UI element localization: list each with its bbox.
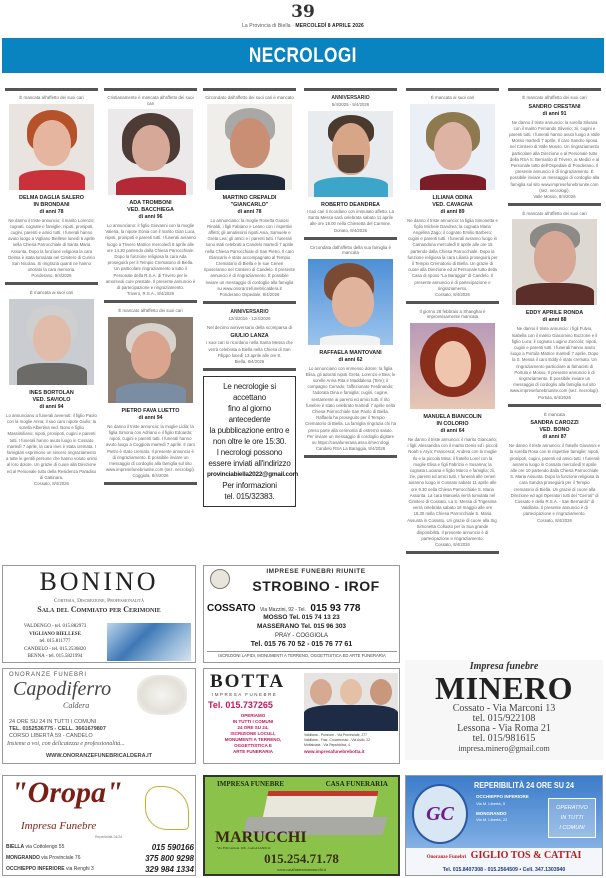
ad-phone: 015 93 778 — [310, 603, 361, 614]
notice-phone: tel. 015/32383. — [224, 492, 275, 502]
ad-footer — [406, 848, 602, 876]
ad-location: CANDELO - tel. 015.2536820 — [24, 646, 86, 652]
portrait-photo — [9, 104, 94, 190]
obituary-intro: Nel decimo anniversario della scomparsa di — [207, 324, 292, 330]
deceased-name: DELMA DAGLIA SALERO — [19, 194, 84, 201]
obituary-text: Lo annunciano: il figlio Giovanni con la moglie Valeria, la nipote Sonia con il marito Gian Luca, nipoti, pronipoti e parenti tutti. I funerali avranno luogo a Trivero Matrice mercoledì 8 aprile alle ore 14.30 partendo dalla Chiesa Parrocchiale. Dopo la funzione religiosa la cara Ada proseguirà per il Tempio Crematorio di Biella. Un particolare ringraziamento a tutto il Personale della R.S.A. di Trivero per le amorevoli cure prestate. Il presente annuncio è di partecipazione e ringraziamento. — [105, 223, 196, 291]
section-title: NECROLOGI — [249, 43, 357, 67]
ad-location: MONGRANDO — [476, 811, 507, 816]
divider — [406, 301, 499, 304]
deceased-name: GIULIO LANZA — [230, 333, 269, 340]
ad-location: VALDENGO - tel. 015.882973 — [23, 624, 87, 629]
obituary-delma — [5, 88, 98, 285]
ad-subtitle: Sala del Commiato per Cerimonie — [37, 605, 161, 614]
ad-place: BIELLA — [6, 844, 25, 850]
ad-subtitle: IMPRESA FUNEBRE — [212, 692, 278, 697]
obituary-signoff: Cossato, 8/4/2026 — [435, 291, 470, 297]
notice-line: la pubblicazione entro e — [209, 426, 290, 436]
obituary-signoff: Trivero, R.S.A., 8/4/2026 — [126, 291, 175, 297]
divider — [406, 551, 499, 554]
obituary-pietro — [104, 308, 197, 485]
notice-line: non oltre le ore 15:30. — [212, 437, 287, 447]
ad-header-left: IMPRESA FUNEBRE — [217, 780, 285, 788]
ad-line: Cossato - Via Marconi 13 — [452, 703, 556, 714]
ad-bonino[interactable] — [2, 565, 196, 663]
divider — [304, 455, 397, 458]
masthead-publication: La Provincia di Biella — [242, 23, 291, 29]
obituary-signoff: Donato, 8/4/2026 — [334, 227, 367, 233]
ad-locations — [476, 794, 544, 823]
operative-badge — [548, 798, 596, 838]
ad-phone: 375 800 9298 — [145, 854, 194, 863]
badge-line: I COMUNI — [559, 825, 585, 831]
divider — [203, 301, 296, 304]
ad-marucchi[interactable] — [203, 775, 400, 876]
ad-availability: Reperibilità 24/24 — [95, 835, 123, 839]
ad-brand: MINERO — [434, 670, 574, 706]
ad-services — [206, 713, 300, 755]
obituary-intro: Il giorno 28 febbraio a Shanghai è improvvisamente mancata — [419, 308, 486, 320]
mountain-outline-icon — [145, 786, 189, 830]
deceased-married-name: VED. BONO — [539, 427, 570, 434]
column-2 — [104, 88, 197, 490]
ad-location: BENNA - tel. 015.5821994 — [27, 654, 83, 659]
obituary-intro: Circondata dall'affetto della sua famiglia è mancata — [309, 244, 392, 256]
deceased-name: SANDRA CAROZZI — [530, 420, 579, 427]
column-3 — [203, 88, 299, 507]
badge-line: IN TUTTI — [560, 815, 584, 821]
ad-address: Via Mazzini, 92 - Tel. — [259, 607, 306, 613]
masthead-date: MERCOLEDÌ 8 APRILE 2026 — [295, 23, 364, 29]
submission-notice — [203, 376, 299, 507]
deceased-age: di anni 89 — [440, 208, 465, 215]
obituary-signoff: Coggiola, 8/4/2026 — [132, 473, 169, 479]
notice-line: essere inviati all'indirizzo — [208, 459, 291, 469]
obituary-text: Ne danno il triste annuncio: il marito Giancarlo; i figli: Alessandra con il marito Denis ed i piccoli Noah e Arya; Francesca; Andrea con la moglie Ilo e la piccola Mina; il fratello Lorel con la moglie Elisa e figli Fabrizio e Susanna; la cognata Luciana e figlio Marco e famiglia; zii, zie, parenti ed amici tutti. I funerali alle ceneri avranno luogo in Cossato sabato 11 aprile alle ore 9.30 nella Chiesa Parrocchiale S. Maria Assunta. La cara Manuela verrà tumulata nel Cimitero di Cossato. La S. Messa di Trigesima verrà celebrata sabato 16 maggio alle ore 18.30 nella Chiesa Parrocchiale S. Maria Assunta in Cossato. Un grazie di cuore alla Sig. Simonetta Colluoto per la Sua grande disponibilità. Il presente annuncio è di partecipazione e ringraziamento. — [407, 436, 498, 542]
anniversary-dates: 12/4/2016 - 12/4/2026 — [228, 315, 271, 321]
masthead: La Provincia di Biella · MERCOLEDÌ 8 APRILE 2026 — [242, 23, 364, 29]
ad-phone: 329 984 1334 — [145, 865, 194, 874]
obituary-manuela — [406, 309, 499, 554]
deceased-age: di anni 78 — [39, 208, 64, 215]
obituary-text: Ne danno il triste annuncio: la sorella Silvana con il marito Fernando Silverio; zii, cugini e parenti tutti. I funerali hanno avuto luogo a Valle Mosso martedì 7 aprile. Il caro Sandro riposa nel Cimitero di Valle Mosso. Un ringraziamento particolare alla Direzione e al Personale tutto della RSA S. Bernardo di Trivero, ai Medici e al Personale tutto dell'Ospedale di Ponderano. Il presente annuncio è di ringraziamento. È possibile inviare un messaggio di cordoglio alla famiglia sul sito www.impresefunebriunite.com (sez. necrologi). — [509, 119, 600, 193]
ad-brand-sub: Caldera — [63, 701, 90, 710]
ad-location: Via M. Libertà, 5 — [476, 801, 506, 806]
ad-email: impresa.minero@gmail.com — [458, 744, 550, 753]
deceased-name: EDDY APRILE RONDA — [525, 310, 584, 317]
obituary-text: Lo annunciano a funerali avvenuti: il figlio Paolo con la moglie Anna; il suo caro nipote Giulio; la sorella Albertina ved. Bono e figlio Massimiliano; nipoti, pronipoti, cugini e parenti tutti. I funerali hanno avuto luogo in Cossato martedì 7 aprile, la cara Ines è stata cremata. I famigliari esprimono un sincero ringraziamento a tutte le gentili persone che hanno voluto unirsi al loro dolore. Un grazie di cuore alla Direzione ed al Personale tutto della Residenza Paradiso di Gattinara. — [6, 412, 98, 480]
column-1 — [5, 88, 98, 489]
obituary-signoff: Cossato, 8/4/2026 — [537, 517, 572, 523]
ad-line: tel. 015/922108 — [472, 713, 536, 724]
ad-subtitle: Impresa funebre — [469, 661, 539, 672]
ad-header: ONORANZE FUNEBRI — [9, 672, 88, 678]
ad-address: via Provinciale 76 — [41, 855, 81, 861]
obituary-intro: È mancato all'affetto dei suoi cari — [118, 308, 183, 314]
portrait-photo — [207, 104, 292, 190]
divider — [508, 203, 601, 206]
ad-line: MASSERANO Tel. 015 96 303 — [256, 623, 347, 630]
ad-locations — [5, 623, 105, 661]
obituary-text: I suoi cari lo ricordano nella Santa Messa che verrà celebrata a Biella nella Chiesa di San Filippo lunedì 13 aprile alle ore 8. — [206, 340, 293, 358]
ad-place: OCCHIEPPO INFERIORE — [6, 866, 65, 872]
divider — [104, 88, 197, 91]
ad-line: TEL. 0152536775 - CELL. 3661679807 — [9, 726, 106, 732]
ad-service: MONUMENTI A TERRENO, — [224, 737, 282, 742]
deceased-age: di anni 94 — [39, 403, 64, 410]
ad-location-row — [6, 853, 194, 864]
ad-brand: BOTTA — [210, 671, 286, 692]
butterfly-icon — [137, 675, 187, 715]
anniversary-label: ANNIVERSARIO — [331, 95, 370, 101]
column-4 — [304, 88, 397, 463]
anniversary-roberto — [304, 88, 397, 240]
portrait-photo — [410, 323, 495, 409]
obituary-eddy — [508, 211, 601, 407]
portrait-photo — [410, 104, 495, 190]
ad-website: www.impresafunebrebotta.it — [304, 749, 365, 754]
ad-location: tel. 015.811777 — [39, 639, 71, 644]
ad-footer: ISCRIZIONI LAPIDI, MONUMENTI A TERRENO, OGGETTISTICA ED ARTE FUNERARIA — [207, 651, 397, 658]
staff-photo — [304, 673, 398, 731]
obituary-intro: È mancato all'affetto dei suoi cari — [522, 95, 587, 100]
ad-line: PRAY - COGGIOLA — [274, 633, 329, 639]
ad-locations — [6, 842, 194, 875]
obituary-text: Lo annunciano con immenso dolore: la figlia Elisa, gli adorati nipoti Greta, Lorenzo e Bea; le sorelle Anna Rita e Maddalena (Tere); il compagno Corrado; l'affezionato Ferdinando; l'adorata Dina e famiglia; cugini, cugine, sentamente ai parenti ed amici tutti. Il rito funebre è stato celebrato martedì 7 aprile nella Chiesa Parrocchiale San Paolo di Biella. Raffaela ha proseguito per il Tempio Crematorio di Biella. La famiglia ringrazia chi ha preso parte alla cerimonia di estremo saluto. Per inviare un messaggio di cordoglio digitare su https://casafuneraria.asso.it/necrologi — [305, 365, 396, 446]
divider — [508, 88, 601, 91]
obituary-liliana — [406, 88, 499, 304]
ad-service: ARTE FUNERARIA — [233, 749, 273, 754]
obituary-text: I tuoi cari ti ricordano con immutato affetto. La Santa Messa sarà celebrata sabato 11 aprile alle ore 18.00 nella Chiesetta del Carmine. — [306, 209, 395, 227]
ad-phones: Tel. 015.8407308 - 015.2564509 • Cell. 347.1303940 — [442, 867, 566, 873]
ad-location: OCCHIEPPO INFERIORE — [476, 794, 529, 799]
obituary-intro: È mancata all'affetto dei suoi cari — [19, 95, 84, 100]
anniversary-dates: 5/4/2025 - 5/4/2026 — [331, 102, 370, 107]
obituary-ines — [5, 290, 98, 487]
obituary-sandra — [508, 412, 601, 524]
divider — [5, 88, 98, 91]
ad-place: MONGRANDO — [6, 855, 40, 861]
page-number: 39 — [291, 2, 315, 22]
deceased-name: MARTINO CREPALDI — [222, 194, 277, 201]
portrait-photo — [308, 111, 393, 197]
ad-header: REPERIBILITÀ 24 ORE SU 24 — [474, 780, 574, 790]
column-5 — [406, 88, 499, 559]
portrait-photo — [512, 219, 597, 305]
ad-phone: 015.254.71.78 — [264, 851, 339, 866]
ad-brand-prefix: Onoranze Funebri — [426, 855, 467, 860]
obituary-signoff: Portula, 8/4/2026 — [538, 394, 571, 400]
obituary-intro: È mancata ai suoi cari — [430, 95, 475, 100]
anniversary-label: ANNIVERSARIO — [230, 308, 269, 315]
ad-city: COSSATO — [207, 603, 256, 614]
obituary-text: Ne danno il triste annuncio: la figlia Simonetta e figlio Michele Dandrea; la cognata Maria Angelina Zago; il cognato Ersilio Barbero; cugini e parenti tutti. I funerali avranno luogo in Camandona mercoledì 8 aprile alle ore 15 partendo dalla Chiesa Parrocchiale. Dopo la funzione religiosa la cara Liliana proseguirà per il Tempio Crematorio di Biella. Un grazie di cuore alla Direzione ed al Personale tutto della Casa di riposo "La Baraggia" di Candelo. Il presente annuncio è di partecipazione e ringraziamento. — [407, 217, 498, 291]
page-header — [0, 0, 606, 40]
badge-line: OPERATIVO — [556, 805, 588, 811]
divider — [104, 300, 197, 303]
deceased-age: di anni 94 — [138, 414, 163, 421]
deceased-name: PIETRO FAVA LUETTO — [121, 407, 180, 414]
divider — [406, 88, 499, 91]
ad-address: via Renghi 3 — [66, 866, 94, 872]
ad-brand: MARUCCHI — [215, 829, 307, 846]
ad-address: Valdilana - Ponzone - Via Provinciale, 277 — [304, 733, 368, 737]
obituary-signoff: Ponderano, 8/4/2026 — [31, 273, 72, 279]
ad-brand: Capodiferro — [13, 678, 112, 700]
obituary-intro: È mancato all'affetto dei suoi cari — [522, 210, 587, 216]
ad-address: Via Fili Cernaia 106 - GAGLIANICO — [217, 846, 271, 850]
ad-website: www.casafunerariamarucchi.it — [277, 867, 326, 872]
ad-service: OPERIAMO — [240, 713, 266, 718]
divider — [104, 482, 197, 485]
ad-botta[interactable] — [203, 668, 400, 764]
obituary-text: Ne danno il triste annuncio: i figli Fulvio, Isabella con il marito Giacomino Bozzone e il figlio Luca; il cognato Luigino Zoccolo; nipoti, cugini e parenti tutti. I funerali hanno avuto luogo a Portula Matrice martedì 7 aprile. Dopo la S. Messa il caro Eddy è stato cremato. Un ringraziamento particolare ai famacisti di Portula e Mosso. Il presente annuncio è di ringraziamento. È possibile inviare un messaggio di cordoglio alla famiglia sul sito www.impresefunebriunite.com (sez. necrologi). — [509, 326, 600, 394]
notice-email-link[interactable]: provinciabiella2022@gmail.com — [207, 471, 299, 479]
deceased-name: MANUELA BIANCOLIN — [423, 413, 482, 420]
notice-line: I necrologi possono — [216, 448, 283, 458]
ad-slogan: Insieme a voi, con delicatezza e professionalità... — [7, 741, 125, 747]
deceased-name: LILIANA ODINA — [432, 194, 473, 201]
deceased-married-name: VED. BACCHIEGA — [127, 207, 174, 213]
gt-logo-icon: GC — [412, 784, 468, 844]
deceased-married-name: VED. CAVAGNA — [432, 201, 473, 208]
deceased-age: di anni 78 — [237, 208, 262, 215]
divider — [508, 404, 601, 407]
ad-brand: GIGLIO TOS & CATTAI — [470, 850, 582, 861]
deceased-age: di anni 87 — [542, 434, 567, 441]
deceased-age: di anni 91 — [542, 110, 567, 117]
ad-service: IN TUTTI I COMUNI — [232, 719, 274, 724]
deceased-nickname: "GIANCARLO" — [230, 201, 269, 208]
ad-location-row — [6, 842, 194, 853]
obituary-text: Ne danno il triste annuncio: la moglie Lidia; la figlia Simona con Adriano e il figlio Edoardo; nipoti, cugini e parenti tutti. I funerali hanno avuto luogo a Coggiola martedì 7 aprile. Il caro Pietro è stato cremato. Il presente annuncio è di ringraziamento. È possibile inviare un messaggio di cordoglio alla famiglia sul sito www.impresefunebriunite.com (sez. necrologi). — [105, 423, 196, 473]
deceased-name: ADA TROMBONI — [129, 200, 172, 206]
deceased-age: di anni 96 — [138, 214, 163, 220]
ad-oropa[interactable] — [2, 775, 196, 876]
obituary-raffaela — [304, 245, 397, 459]
ad-location: VIGLIANO BIELLESE — [29, 631, 81, 637]
ad-addresses — [304, 733, 398, 755]
obituary-intro: Cristianamente è mancata all'affetto dei suoi cari — [107, 95, 194, 106]
ad-header: IMPRESE FUNEBRI RIUNITE — [266, 568, 366, 575]
obituary-martino — [203, 88, 296, 304]
ad-brand: "Oropa" — [11, 776, 123, 809]
deceased-married-name: VED. SAVIOLO — [32, 396, 71, 403]
ad-line: MOSSO Tel. 015 74 13 23 — [263, 614, 340, 621]
notice-line: Le necrologie si accettano — [223, 382, 276, 403]
ad-service: 24 ORE SU 24, — [237, 725, 269, 730]
obituary-text: Ne danno il triste annuncio: il marito Lorenzo; cognati, cognate e famiglie, nipoti, pronipoti, cugini, parenti e amici tutti. I funerali hanno avuto luogo a Vigliano Biellese lunedì 6 aprile nella Chiesa Parrocchiale di Santa Maria Assunta. Dopo la funzione religiosa la cara Delma è stata tumulata nel Cimitero di Curino San Nicolao. Si ringrazia quanti ne hanno onorato la cara memoria. — [8, 217, 95, 273]
deceased-age: di anni 62 — [338, 356, 363, 363]
obituary-signoff: Cossato, 8/4/2026 — [435, 542, 470, 548]
obituary-signoff: Cossato, 8/4/2026 — [34, 481, 69, 487]
divider — [203, 88, 296, 91]
divider — [203, 368, 296, 371]
ad-address: via Cottolengo 55 — [25, 844, 65, 850]
portrait-photo — [108, 317, 193, 403]
column-6 — [508, 88, 601, 526]
ad-capodiferro[interactable] — [2, 668, 196, 764]
ad-line: 24 ORE SU 24 IN TUTTI I COMUNI — [9, 719, 97, 725]
obituary-intro: Circondato dall'affetto dei suoi cari è mancato — [205, 95, 294, 100]
ad-subtitle: Impresa Funebre — [21, 820, 97, 832]
portrait-photo — [308, 259, 393, 345]
ad-minero[interactable] — [405, 660, 603, 760]
laurel-logo-icon — [210, 569, 230, 589]
notice-info-label: Per informazioni — [222, 481, 277, 491]
ad-tagline: Cortesia, Discrezione, Professionalità — [54, 598, 144, 604]
ad-website: WWW.ONORANZEFUNEBRICALDERA.IT — [45, 753, 153, 759]
obituary-signoff: Biella, 8/4/2026 — [234, 359, 265, 365]
ad-line: Tel. 015 76 70 52 - 015 76 77 61 — [250, 641, 353, 648]
ad-giglio[interactable] — [405, 775, 603, 876]
deceased-name: ROBERTO DEANDREA — [321, 202, 380, 208]
deceased-married-name: IN BRONDANI — [33, 201, 70, 208]
obituary-text: Ne danno il triste annuncio: il fratello Giovanni e la sorella Rosa con le rispettive famiglie; nipoti, pronipoti, cugini, parenti ed amici tutti. I funerali avranno luogo in Cossato mercoledì 8 aprile alle ore 10 partendo dalla Chiesa Parrocchiale S. Maria Assunta. Dopo la funzione religiosa la cara Sandra proseguirà per il Tempio crematorio di Biella. Un grazie di cuore alla Direzione ed agli Operatori tutti del "Cerruti" di Cossato e della R.S.A. - San Bernardo" di Valdilana. Il presente annuncio è di partecipazione e ringraziamento. — [509, 443, 601, 517]
building-photo — [107, 623, 191, 661]
ad-service: OGGETTISTICA E — [234, 743, 272, 748]
portrait-photo — [108, 109, 193, 195]
ad-location-row — [6, 864, 194, 875]
notice-line: fino al giorno antecedente — [227, 404, 271, 425]
ad-phone: Tel. 015.737265 — [208, 700, 273, 710]
deceased-name: SANDRO CRESTANI — [528, 103, 581, 110]
ad-strobino[interactable] — [203, 565, 400, 663]
ad-phone: 015 590166 — [151, 843, 194, 852]
deceased-age: di anni 64 — [440, 427, 465, 434]
obituary-sandro — [508, 88, 601, 206]
deceased-married-name: IN COLORIO — [436, 420, 469, 427]
obituary-signoff: Ponderano Ospedale, 8/4/2026 — [219, 291, 280, 297]
obituary-signoff: Valle Mosso, 8/4/2026 — [533, 193, 576, 199]
obituary-ada — [104, 88, 197, 303]
divider — [304, 237, 397, 240]
deceased-name: RAFFAELA MANTOVANI — [319, 349, 382, 356]
ad-line: tel. 015/981615 — [472, 733, 536, 744]
deceased-name: INES BORTOLAN — [29, 389, 74, 396]
ad-line: Lessona - Via Roma 21 — [457, 723, 551, 734]
anniversary-giulio — [203, 309, 296, 371]
divider — [304, 88, 397, 91]
ad-line: CORSO LIBERTÀ 59 - CANDELO — [9, 733, 93, 739]
obituary-signoff: Candelo RSA La Baraggia, 8/4/2026 — [315, 446, 386, 452]
section-banner — [2, 38, 604, 73]
ad-location: Via M. Libertà, 22 — [476, 817, 508, 822]
ad-brand: BONINO — [39, 567, 159, 596]
ad-address: Valdilana - Fraz. Crocemosso - Via Asilo, 22 — [304, 738, 371, 742]
ad-address: Mottalciata - Via Repubblica, 4 — [304, 743, 350, 747]
obituary-text: Lo annunciano: la moglie Rosetta Gioiosi Rinaldi, i figli Fabiano e Leano con i rispettivi affetti; gli amatissimi nipoti Asia, Samuele e Greta Lea; gli amici e i parenti tutti. I funerali sono stati celebrati a Candelo martedì 7 aprile nella Chiesa Parrocchiale di San Pietro. Il caro Giancarlo è stato accompagnato al Tempio Crematorio di Biella e le sue Ceneri riposeranno nel Cimitero di Candelo. Il presente annuncio è di ringraziamento. È possibile inviare un messaggio di cordoglio alla famiglia su www.onoranzefunebricaldera.it — [204, 217, 296, 291]
obituary-intro: È mancata ai suoi cari — [29, 290, 74, 296]
ad-brand: STROBINO - IROF — [252, 578, 380, 594]
ad-header-right: CASA FUNERARIA — [325, 780, 388, 788]
divider — [5, 282, 98, 285]
obituary-intro: È mancata — [544, 411, 565, 417]
portrait-photo — [9, 299, 94, 385]
deceased-age: di anni 88 — [542, 317, 567, 324]
ad-service: ISCRIZIONE LOCULI, — [230, 731, 276, 736]
